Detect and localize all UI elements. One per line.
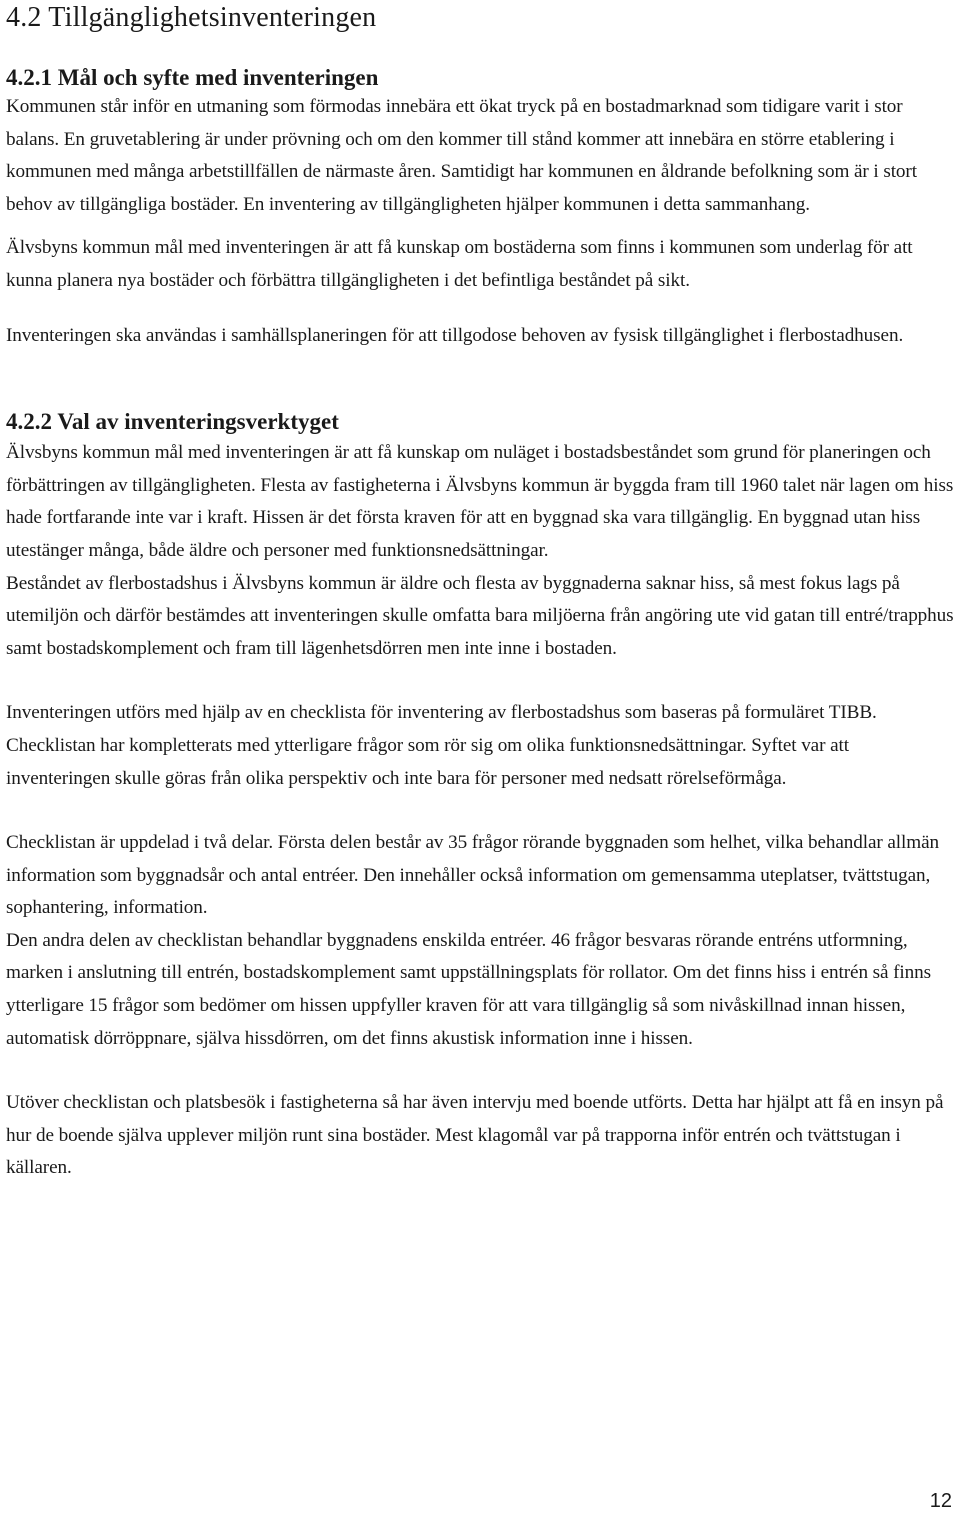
section-title: 4.2 Tillgänglighetsinventeringen (6, 2, 377, 33)
paragraph-2-1: Älvsbyns kommun mål med inventeringen är att få kunskap om nuläget i bostadsbeståndet som grund för planeringen och förbättringen av tillgängligheten. Flesta av fastigheterna i Älvsbyns kommun är byggda fram till 1960 talet när lagen om hiss hade fortfarande inte var i kraft. Hissen är det första kraven för att en byggnad ska vara tillgänglig. En byggnad utan hiss utestänger många, både äldre och personer med funktionsnedsättningar. (6, 442, 954, 561)
paragraph-2-3: Inventeringen utförs med hjälp av en checklista för inventering av flerbostadshus som baseras på formuläret TIBB. Checklistan har kompletterats med ytterligare frågor som rör sig om olika funktionsnedsättningar. Syftet var att inventeringen skulle göras från olika perspektiv och inte bara för personer med nedsatt rörelseförmåga. (6, 702, 877, 789)
paragraph-2-4: Checklistan är uppdelad i två delar. Första delen består av 35 frågor rörande byggnaden som helhet, vilka behandlar allmän information som byggnadsår och antal entréer. Den innehåller också information om gemensamma uteplatser, tvättstugan, sophantering, information. (6, 832, 940, 919)
document-page (6, 0, 954, 1185)
paragraph-1-2: Älvsbyns kommun mål med inventeringen är att få kunskap om bostäderna som finns i kommunen som underlag för att kunna planera nya bostäder och förbättra tillgängligheten i det befintliga beståndet på sikt. (6, 237, 913, 291)
paragraph-2-2: Beståndet av flerbostadshus i Älvsbyns kommun är äldre och flesta av byggnaderna saknar hiss, så mest fokus lags på utemiljön och därför bestämdes att inventeringen skulle omfatta bara miljöerna från angöring ute vid gatan till entré/trapphus samt bostadskomplement och fram till lägenhetsdörren men inte inne i bostaden. (6, 572, 954, 659)
paragraph-2-6: Utöver checklistan och platsbesök i fastigheterna så har även intervju med boende utförts. Detta har hjälpt att få en insyn på hur de boende själva upplever miljön runt sina bostäder. Mest klagomål var på trapporna inför entrén och tvättstugan i källaren. (6, 1092, 944, 1179)
subsection-2-title: 4.2.2 Val av inventeringsverktyget (6, 409, 339, 435)
subsection-1-title: 4.2.1 Mål och syfte med inventeringen (6, 65, 379, 90)
paragraph-1-1: Kommunen står inför en utmaning som förmodas innebära ett ökat tryck på en bostadmarknad som tidigare varit i stor balans. En gruvetablering är under prövning och om den kommer till stånd kommer att innebära en större etablering i kommunen med många arbetstillfällen de närmaste åren. Samtidigt har kommunen en åldrande befolkning som är i stort behov av tillgängliga bostäder. En inventering av tillgängligheten hjälper kommunen i detta sammanhang. (6, 96, 917, 215)
paragraph-1-3: Inventeringen ska användas i samhällsplaneringen för att tillgodose behoven av fysisk tillgänglighet i flerbostadhusen. (6, 324, 904, 346)
page-number: 12 (929, 1490, 952, 1512)
paragraph-2-5: Den andra delen av checklistan behandlar byggnadens enskilda entréer. 46 frågor besvaras rörande entréns utformning, marken i anslutning till entrén, bostadskomplement samt uppställningsplats för rollator. Om det finns hiss i entrén så finns ytterligare 15 frågor som bedömer om hissen uppfyller kraven för att vara tillgänglig så som nivåskillnad innan hissen, automatisk dörröppnare, själva hissdörren, om det finns akustisk information inne i hissen. (6, 929, 931, 1049)
